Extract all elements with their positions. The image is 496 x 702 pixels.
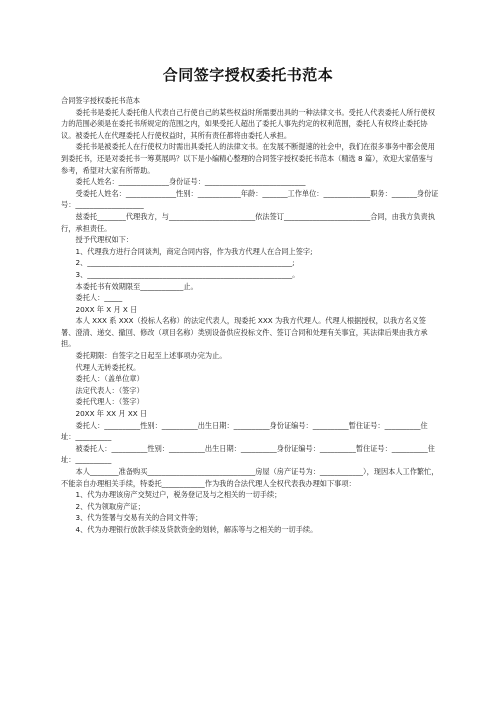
no-subdelegation-line: 代理人无转委托权。 (75, 362, 141, 372)
matter-item-4: 4、代为办理银行放款手续及贷款资金的划转，解冻等与之相关的一切手续。 (75, 524, 318, 534)
legal-rep-paragraph: 本人 XXX 系 XXX（投标人名称）的法定代表人，现委托 XXX 为我方代理人。代理人根据授权，以我方名义签署、澄清、递交、撤回、修改（项目名称）类别设备供应投标文件、签订合同和处理有关事宜，其法律后果由我方承担。 (61, 316, 428, 349)
agent-sign-line: 委托代理人：（签字） (75, 397, 144, 407)
agent-info-line: 受委托人姓名：______________性别：____________年龄：_______工作单位：_____________职务：_______身份证号：___________________ (61, 188, 439, 210)
authority-item-1: 1、代理我方进行合同谈判，商定合同内容，作为我方代理人在合同上签字; (75, 246, 313, 256)
principal-info-line: 委托人姓名：______________身份证号：____________________________ (75, 177, 306, 187)
authority-item-3: 3、_________________________________________________________。 (75, 269, 300, 279)
principal-seal-line: 委托人：（盖单位章） (75, 374, 144, 384)
agent-details-line: 被委托人：__________性别：__________出生日期：__________身份证编号：__________暂住证号：__________住址：__________ (61, 443, 435, 465)
principal-sign-line: 委托人：_____ (75, 293, 123, 303)
principal-details-line: 委托人：__________性别：__________出生日期：__________身份证编号：__________暂住证号：__________住址：__________ (61, 420, 428, 442)
document-body (61, 95, 439, 536)
subtitle-line: 合同签字授权委托书范本 (61, 96, 141, 105)
house-purchase-paragraph: 本人________准备购买______________________________房屋（房产证号为：____________），现因本人工作繁忙，不能亲自办理相关手续，特委托____________作为我的合法代理人全权代表我办理如下事项： (61, 467, 439, 488)
legal-rep-sign-line: 法定代表人：（签字） (75, 385, 144, 395)
matter-item-1: 1、代为办理该房产交契过户，税务登记及与之相关的一切手续； (75, 490, 282, 500)
matter-item-3: 3、代为签署与交易有关的合同文件等； (75, 513, 203, 523)
paragraph-intro-2: 委托书是被委托人在行使权力时需出具委托人的法律文书。在发展不断提速的社会中，我们在很多事务中都会使用到委托书，还是对委托书一筹莫展吗？以下是小编精心整理的合同签字授权委托书范本（精选 8 篇），欢迎大家借鉴与参考，希望对大家有所帮助。 (61, 142, 435, 175)
term-line: 委托期限：自签字之日起至上述事项办完为止。 (75, 351, 227, 361)
date-line-1: 20XX 年 X 月 X 日 (75, 304, 138, 314)
document-title: 合同签字授权委托书范本 (162, 66, 334, 84)
authority-item-2: 2、_________________________________________________________; (75, 258, 295, 268)
matter-item-2: 2、代为领取房产证； (75, 501, 145, 511)
date-line-2: 20XX 年 XX 月 XX 日 (75, 409, 148, 419)
validity-line: 本委托书有效期限至____________止。 (75, 281, 198, 291)
paragraph-intro-1: 委托书是委托人委托他人代表自己行使自己的某些权益时所需要出具的一种法律文书。受托人代表委托人所行使权力的范围必须是在委托书所规定的范围之内，如果受托人超出了委托人事先约定的权利范围，委托人有权终止委托协议。被委托人在代理委托人行使权益时，其所有责任都将由委托人承担。 (61, 107, 435, 140)
authority-heading: 授予代理权如下： (75, 235, 134, 245)
authorization-statement: 兹委托________代理我方，与________________________依法签订________________________合同，由我方负责执行，承担责任。 (61, 211, 435, 233)
